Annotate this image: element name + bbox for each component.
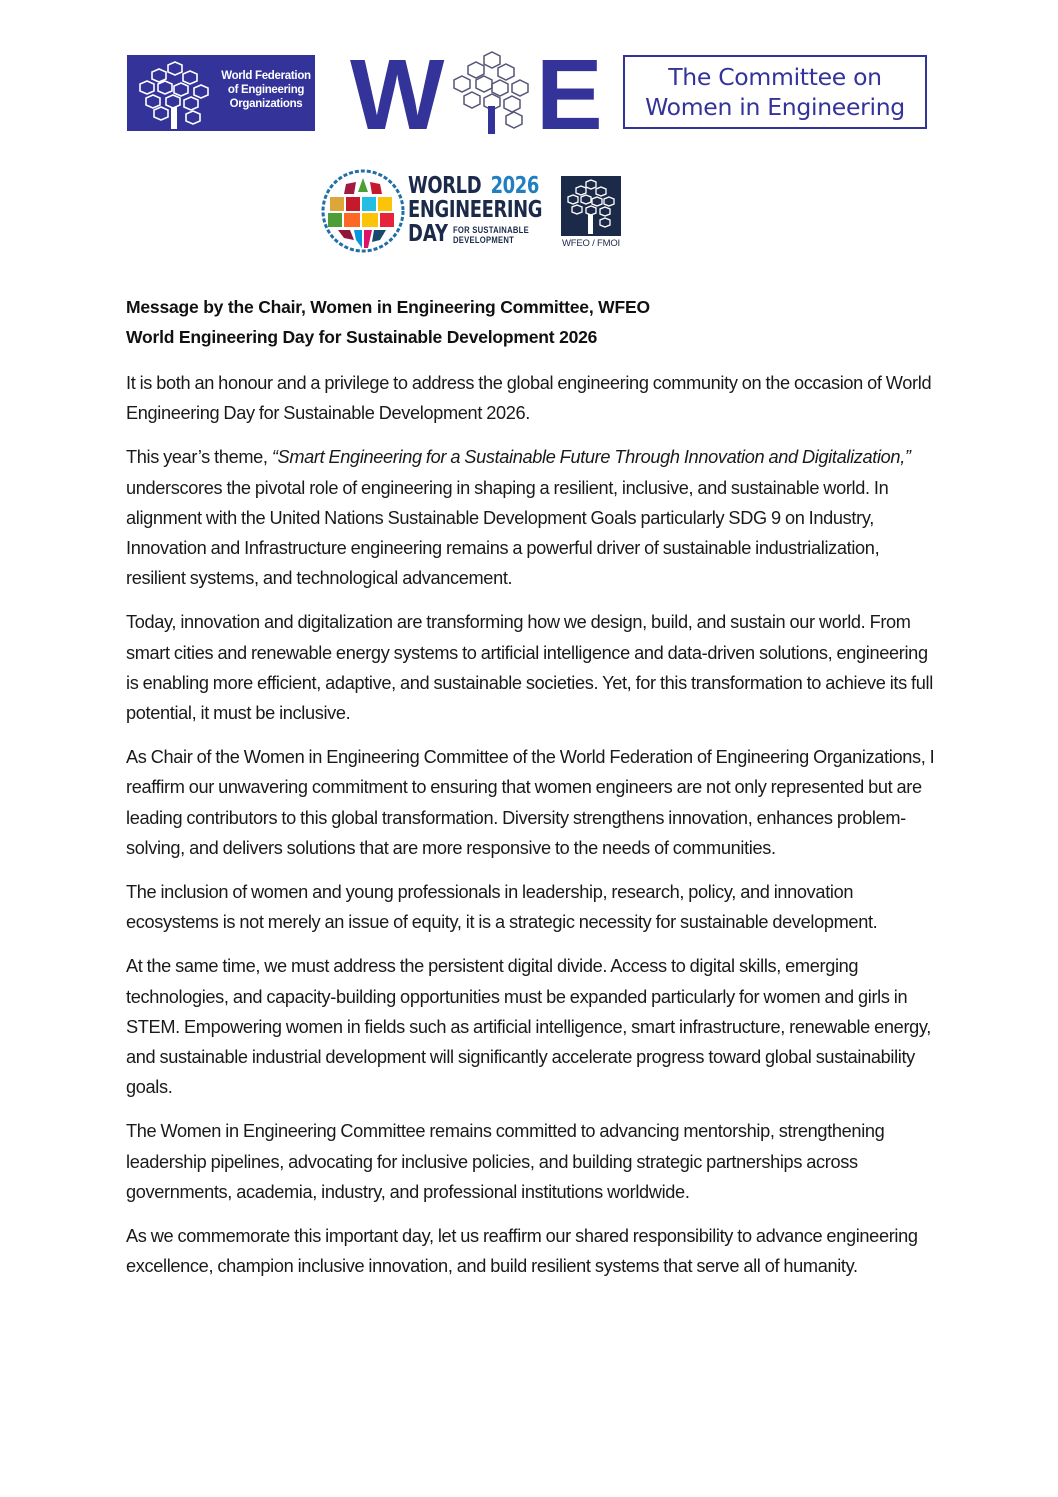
wed-logo-day: DAY (408, 221, 449, 247)
document-body (126, 292, 936, 1281)
wfeo-logo-text-line-1: World Federation (221, 70, 311, 82)
paragraph-4: As Chair of the Women in Engineering Committee of the World Federation of Engineering Organizations, I reaffirm our unwavering commitment to ensuring that women engineers are not only represented but are leading contributors to this global transformation. Diversity strengthens innovation, enhances problem-solving, and delivers solutions that are more responsive to the needs of communities. (126, 747, 935, 858)
wfeo-logo (127, 55, 315, 131)
paragraph-5: The inclusion of women and young professionals in leadership, research, policy, and innovation ecosystems is not merely an issue of equity, it is a strategic necessity for sustainable development. (126, 882, 878, 933)
document-heading-line-1: Message by the Chair, Women in Engineering Committee, WFEO (126, 297, 650, 317)
wed-logo-engineering: ENGINEERING (408, 197, 543, 223)
world-engineering-day-logo (320, 168, 543, 254)
tree-icon (450, 50, 536, 134)
theme-quote: “Smart Engineering for a Sustainable Future Through Innovation and Digitalization,” (271, 447, 911, 468)
paragraph-2-prefix: This year’s theme, (126, 447, 272, 468)
committee-logo-line-1: The Committee on (668, 63, 882, 91)
paragraph-1: It is both an honour and a privilege to address the global engineering community on the occasion of World Engineering Day for Sustainable Development 2026. (126, 373, 932, 424)
tree-icon (135, 59, 215, 129)
wie-logo-letter-e: E (536, 39, 603, 151)
paragraph-8: As we commemorate this important day, let us reaffirm our shared responsibility to advance engineering excellence, champion inclusive innovation, and build resilient systems that serve all of humanity. (126, 1226, 918, 1277)
tree-icon (561, 176, 621, 236)
paragraph-2 (126, 442, 936, 593)
paragraph-3: Today, innovation and digitalization are transforming how we design, build, and sustain our world. From smart cities and renewable energy systems to artificial intelligence and data-driven solutions, engineering is enabling more efficient, adaptive, and sustainable societies. Yet, for this transformation to achieve its full potential, it must be inclusive. (126, 612, 933, 724)
wie-logo (346, 39, 603, 151)
document-heading-line-2: World Engineering Day for Sustainable Development 2026 (126, 327, 598, 347)
wed-logo-world: WORLD (408, 173, 482, 199)
wed-logo-year: 2026 (490, 173, 539, 199)
committee-logo (623, 55, 927, 129)
paragraph-2-rest: underscores the pivotal role of engineering in shaping a resilient, inclusive, and sustainable world. In alignment with the United Nations Sustainable Development Goals particularly SDG 9 on Industry, Innovation and Infrastructure engineering remains a powerful driver of sustainable industrialization, resilient systems, and technological advancement. (126, 477, 889, 589)
globe-icon (320, 168, 406, 254)
wie-logo-letter-w: W (350, 39, 441, 151)
paragraph-7: The Women in Engineering Committee remains committed to advancing mentorship, strengthening leadership pipelines, advocating for inclusive policies, and building strategic partnerships across governments, academia, industry, and professional institutions worldwide. (126, 1121, 885, 1202)
wfeo-fmoi-label: WFEO / FMOI (562, 238, 620, 249)
wed-logo-tagline-1: FOR SUSTAINABLE (453, 225, 529, 235)
wfeo-fmoi-logo (561, 176, 621, 252)
committee-logo-line-2: Women in Engineering (645, 93, 905, 121)
wed-logo-tagline-2: DEVELOPMENT (453, 235, 515, 245)
wfeo-logo-text-line-2: of Engineering (227, 84, 305, 96)
wfeo-logo-text-line-3: Organizations (229, 98, 303, 110)
paragraph-6: At the same time, we must address the persistent digital divide. Access to digital skills, emerging technologies, and capacity-building opportunities must be expanded particularly for women and girls in STEM. Empowering women in fields such as artificial intelligence, smart infrastructure, renewable energy, and sustainable industrial development will significantly accelerate progress toward global sustainability goals. (126, 956, 932, 1098)
